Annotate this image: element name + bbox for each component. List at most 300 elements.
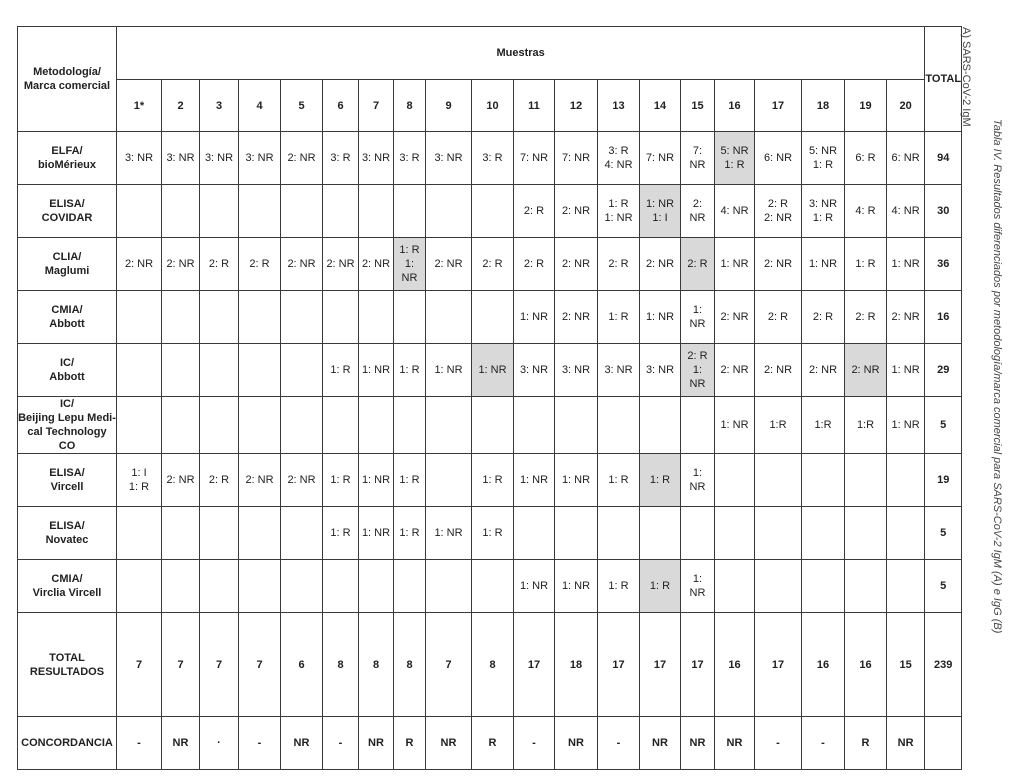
result-line: 1:R [814, 419, 832, 431]
result-cell [117, 185, 162, 238]
result-line: 2: NR [561, 311, 591, 323]
result-line: 2: NR [287, 152, 316, 164]
result-cell [394, 238, 426, 291]
result-cell [200, 185, 239, 238]
result-line: 2: NR [326, 258, 355, 270]
result-line: NR [689, 212, 706, 224]
result-line: 6: R [855, 152, 876, 164]
result-cell [598, 397, 640, 454]
result-line: 1: R [399, 244, 420, 256]
result-cell [514, 132, 555, 185]
method-label-line: ELISA/ [49, 198, 85, 210]
result-cell [162, 132, 200, 185]
total-results-value: 17 [681, 613, 715, 717]
result-cell [845, 507, 887, 560]
result-cell [281, 397, 323, 454]
result-line: 2: R [767, 311, 789, 323]
result-line: 2: R [767, 198, 789, 210]
result-cell [802, 454, 845, 507]
method-label-line: Maglumi [44, 265, 90, 277]
sample-number: 7 [359, 80, 394, 132]
result-cell [162, 454, 200, 507]
result-line: 3: NR [808, 198, 838, 210]
result-cell [755, 560, 802, 613]
result-cell [394, 560, 426, 613]
total-results-value: 6 [281, 613, 323, 717]
side-label-a: A) SARS-CoV-2 IgM [960, 27, 972, 127]
result-cell [281, 454, 323, 507]
result-cell [802, 507, 845, 560]
result-cell [394, 185, 426, 238]
result-line: 1: R [330, 364, 351, 376]
result-cell [802, 291, 845, 344]
method-label-line: CLIA/ [52, 251, 82, 263]
result-cell [681, 560, 715, 613]
row-total: 19 [925, 454, 962, 507]
result-line: 1: NR [720, 419, 749, 431]
concordancia-value: NR [555, 717, 598, 770]
table-row [18, 291, 962, 344]
result-line: 2: NR [561, 205, 591, 217]
result-line: 1: NR [519, 474, 549, 486]
total-results-value: 15 [887, 613, 925, 717]
result-cell [802, 238, 845, 291]
result-cell [117, 238, 162, 291]
grand-total: 239 [925, 613, 962, 717]
result-cell [555, 291, 598, 344]
result-line: 2: NR [851, 364, 880, 376]
total-results-value: 16 [802, 613, 845, 717]
sample-number: 10 [472, 80, 514, 132]
sample-number: 13 [598, 80, 640, 132]
row-total: 94 [925, 132, 962, 185]
sample-number: 15 [681, 80, 715, 132]
result-line: 4: NR [720, 205, 749, 217]
method-label [18, 132, 117, 185]
total-results-value: 8 [359, 613, 394, 717]
result-cell [514, 560, 555, 613]
result-cell [887, 344, 925, 397]
result-cell [514, 454, 555, 507]
result-line: 1: R [608, 311, 629, 323]
result-line: 1: R [812, 212, 834, 224]
result-cell [887, 238, 925, 291]
result-line: 1: NR [645, 311, 675, 323]
result-cell [755, 132, 802, 185]
result-cell [802, 560, 845, 613]
method-header-line: Metodología/ [33, 66, 101, 78]
result-cell [598, 238, 640, 291]
result-cell [323, 132, 359, 185]
result-line: 1: [404, 258, 415, 270]
result-cell [472, 185, 514, 238]
result-cell [359, 507, 394, 560]
method-label [18, 560, 117, 613]
result-line: 7: NR [561, 152, 591, 164]
result-line: 1: R [608, 474, 629, 486]
result-line: 1: [692, 304, 703, 316]
concordancia-value: - [755, 717, 802, 770]
result-cell [359, 344, 394, 397]
result-cell [681, 397, 715, 454]
result-cell [426, 132, 472, 185]
total-results-value: 7 [200, 613, 239, 717]
result-cell [715, 291, 755, 344]
result-line: 1: R [128, 481, 150, 493]
result-line: 7: NR [645, 152, 675, 164]
result-cell [887, 454, 925, 507]
result-line: 1: NR [891, 419, 920, 431]
result-cell [239, 132, 281, 185]
result-cell [640, 344, 681, 397]
total-results-value: 16 [845, 613, 887, 717]
method-label [18, 344, 117, 397]
result-line: 1: NR [891, 364, 920, 376]
result-cell [200, 560, 239, 613]
method-label [18, 291, 117, 344]
result-cell [555, 507, 598, 560]
total-results-value: 17 [640, 613, 681, 717]
result-line: 1: R [608, 580, 629, 592]
result-cell [845, 132, 887, 185]
result-line: 2: NR [763, 212, 793, 224]
method-label [18, 507, 117, 560]
result-cell [802, 397, 845, 454]
result-line: 3: NR [434, 152, 463, 164]
result-line: 2: R [482, 258, 503, 270]
result-cell [681, 132, 715, 185]
result-line: 2: NR [166, 474, 195, 486]
total-results-value: 7 [239, 613, 281, 717]
result-cell [472, 238, 514, 291]
result-cell [887, 132, 925, 185]
result-line: 2: R [208, 474, 230, 486]
result-line: 1: R [482, 527, 503, 539]
results-table [17, 26, 962, 770]
result-line: 4: R [855, 205, 876, 217]
result-cell [845, 560, 887, 613]
result-cell [426, 185, 472, 238]
result-cell [802, 344, 845, 397]
total-results-label: TOTAL RESULTADOS [18, 613, 117, 717]
result-line: 2: NR [434, 258, 463, 270]
result-cell [394, 397, 426, 454]
method-label-line: Vircell [50, 481, 84, 493]
result-cell [555, 185, 598, 238]
result-cell [681, 344, 715, 397]
result-line: 3: R [482, 152, 503, 164]
result-line: 5: NR [720, 145, 749, 157]
total-results-value: 16 [715, 613, 755, 717]
result-cell [514, 238, 555, 291]
concordancia-value: NR [281, 717, 323, 770]
result-cell [239, 507, 281, 560]
result-cell [598, 132, 640, 185]
result-line: 2: NR [287, 474, 316, 486]
concordancia-value: NR [640, 717, 681, 770]
result-line: 1: [692, 364, 703, 376]
result-cell [239, 291, 281, 344]
result-cell [755, 454, 802, 507]
result-cell [598, 454, 640, 507]
result-cell [426, 291, 472, 344]
result-cell [200, 132, 239, 185]
concordancia-total [925, 717, 962, 770]
result-line: 3: R [608, 145, 629, 157]
result-cell [200, 291, 239, 344]
total-results-value: 18 [555, 613, 598, 717]
result-line: NR [401, 272, 418, 284]
method-label-line: ELISA/ [49, 467, 85, 479]
result-cell [845, 291, 887, 344]
result-cell [887, 560, 925, 613]
result-line: 2: NR [166, 258, 195, 270]
result-cell [359, 454, 394, 507]
method-label-line: CMIA/ [51, 573, 83, 585]
table-row [18, 454, 962, 507]
result-line: 1: R [649, 580, 671, 592]
result-line: 2: R [523, 258, 545, 270]
result-line: 1: R [812, 159, 834, 171]
result-line: 7: NR [519, 152, 549, 164]
result-cell [426, 344, 472, 397]
concordancia-value: R [394, 717, 426, 770]
result-cell [162, 291, 200, 344]
result-cell [117, 560, 162, 613]
result-line: 2: NR [720, 364, 749, 376]
result-cell [715, 185, 755, 238]
result-cell [426, 397, 472, 454]
result-cell [239, 185, 281, 238]
result-cell [323, 560, 359, 613]
result-line: 2: R [687, 258, 708, 270]
method-label-line: COVIDAR [41, 212, 93, 224]
result-cell [162, 344, 200, 397]
table-caption: Tabla IV. Resultados diferenciados por metodología/marca comercial para SARS-CoV-2 IgM (A) e IgG (B) [991, 119, 1003, 634]
result-cell [117, 454, 162, 507]
result-cell [117, 397, 162, 454]
concordancia-value: NR [681, 717, 715, 770]
result-cell [845, 397, 887, 454]
result-cell [239, 560, 281, 613]
result-cell [598, 185, 640, 238]
result-cell [640, 238, 681, 291]
result-line: 1: NR [604, 212, 633, 224]
result-cell [555, 560, 598, 613]
concordancia-value: NR [162, 717, 200, 770]
result-line: 1: R [855, 258, 876, 270]
row-total: 5 [925, 397, 962, 454]
result-cell [555, 344, 598, 397]
result-line: 2: NR [287, 258, 316, 270]
result-line: 3: NR [604, 364, 633, 376]
result-line: 2: R [687, 350, 708, 362]
result-line: 1: [692, 467, 703, 479]
result-cell [426, 560, 472, 613]
result-cell [681, 507, 715, 560]
result-cell [755, 185, 802, 238]
result-cell [323, 507, 359, 560]
result-cell [281, 291, 323, 344]
sample-number: 19 [845, 80, 887, 132]
total-results-value: 7 [426, 613, 472, 717]
result-line: 1: NR [808, 258, 838, 270]
method-label-line: Abbott [49, 371, 85, 383]
result-cell [681, 185, 715, 238]
result-cell [715, 397, 755, 454]
result-cell [887, 397, 925, 454]
concordancia-value: - [598, 717, 640, 770]
result-line: 1: R [482, 474, 503, 486]
total-results-value: 17 [514, 613, 555, 717]
sample-number: 6 [323, 80, 359, 132]
method-label [18, 454, 117, 507]
result-line: NR [689, 318, 706, 330]
result-cell [472, 454, 514, 507]
result-cell [162, 238, 200, 291]
result-cell [200, 454, 239, 507]
result-line: 2: R [249, 258, 270, 270]
result-cell [323, 238, 359, 291]
method-label-line: CMIA/ [51, 304, 83, 316]
result-cell [359, 397, 394, 454]
result-line: 2: NR [245, 474, 274, 486]
table-row [18, 185, 962, 238]
result-cell [323, 454, 359, 507]
total-results-value: 8 [472, 613, 514, 717]
result-line: 2: R [608, 258, 629, 270]
row-total: 16 [925, 291, 962, 344]
method-label [18, 238, 117, 291]
total-results-value: 17 [755, 613, 802, 717]
result-cell [755, 344, 802, 397]
result-cell [472, 132, 514, 185]
method-header-line: Marca comercial [23, 80, 111, 92]
result-cell [472, 344, 514, 397]
concordancia-value: - [802, 717, 845, 770]
result-cell [426, 507, 472, 560]
concordancia-value: · [200, 717, 239, 770]
result-cell [845, 454, 887, 507]
result-cell [426, 454, 472, 507]
result-line: NR [689, 481, 706, 493]
result-line: 1: R [724, 159, 745, 171]
total-results-value: 8 [323, 613, 359, 717]
result-line: 2: R [208, 258, 230, 270]
result-line: 4: NR [891, 205, 920, 217]
result-line: 1: NR [434, 527, 463, 539]
result-cell [394, 132, 426, 185]
result-line: 1: R [399, 527, 420, 539]
concordancia-value: NR [887, 717, 925, 770]
sample-number: 20 [887, 80, 925, 132]
result-cell [239, 344, 281, 397]
result-cell [555, 454, 598, 507]
method-label-line: IC/ [59, 357, 75, 369]
result-cell [640, 454, 681, 507]
result-cell [239, 454, 281, 507]
result-line: 6: NR [891, 152, 920, 164]
method-header [18, 27, 117, 132]
result-line: 1: NR [645, 198, 675, 210]
result-cell [200, 507, 239, 560]
result-cell [162, 507, 200, 560]
result-cell [323, 291, 359, 344]
result-line: 5: NR [808, 145, 838, 157]
result-line: 3: NR [166, 152, 195, 164]
result-cell [681, 291, 715, 344]
result-line: NR [689, 159, 706, 171]
result-cell [887, 291, 925, 344]
result-cell [162, 397, 200, 454]
table-row [18, 507, 962, 560]
result-cell [472, 397, 514, 454]
result-cell [281, 132, 323, 185]
result-cell [681, 238, 715, 291]
result-line: 3: NR [245, 152, 274, 164]
sample-number: 12 [555, 80, 598, 132]
result-line: 1: R [330, 527, 351, 539]
total-header: TOTAL [925, 27, 962, 132]
result-cell [239, 238, 281, 291]
result-line: 3: NR [124, 152, 154, 164]
result-cell [715, 454, 755, 507]
result-line: 3: NR [361, 152, 391, 164]
result-line: 2: R [812, 311, 834, 323]
result-cell [359, 185, 394, 238]
result-cell [117, 291, 162, 344]
result-line: 3: R [330, 152, 351, 164]
result-line: 1: [692, 573, 703, 585]
result-line: 1: NR [519, 580, 549, 592]
result-line: 3: NR [519, 364, 549, 376]
result-cell [640, 507, 681, 560]
result-cell [715, 132, 755, 185]
row-total: 5 [925, 560, 962, 613]
result-line: 1: R [608, 198, 629, 210]
result-cell [640, 397, 681, 454]
result-cell [472, 507, 514, 560]
result-cell [640, 185, 681, 238]
result-cell [555, 132, 598, 185]
row-total: 36 [925, 238, 962, 291]
sample-number: 11 [514, 80, 555, 132]
sample-number: 5 [281, 80, 323, 132]
result-line: 1:R [856, 419, 875, 431]
result-line: 3: R [399, 152, 420, 164]
result-line: 2: NR [763, 364, 793, 376]
result-cell [845, 344, 887, 397]
total-results-value: 8 [394, 613, 426, 717]
result-line: 3: NR [561, 364, 591, 376]
sample-number: 16 [715, 80, 755, 132]
sample-number: 18 [802, 80, 845, 132]
sample-number: 17 [755, 80, 802, 132]
result-cell [715, 238, 755, 291]
result-line: 1: NR [519, 311, 549, 323]
sample-number: 9 [426, 80, 472, 132]
concordancia-value: NR [426, 717, 472, 770]
sample-number: 4 [239, 80, 281, 132]
concordancia-value: - [514, 717, 555, 770]
result-line: 2: NR [645, 258, 675, 270]
table-row [18, 238, 962, 291]
concordancia-value: NR [715, 717, 755, 770]
result-cell [281, 238, 323, 291]
result-line: 1: NR [891, 258, 920, 270]
result-cell [394, 454, 426, 507]
result-cell [514, 344, 555, 397]
